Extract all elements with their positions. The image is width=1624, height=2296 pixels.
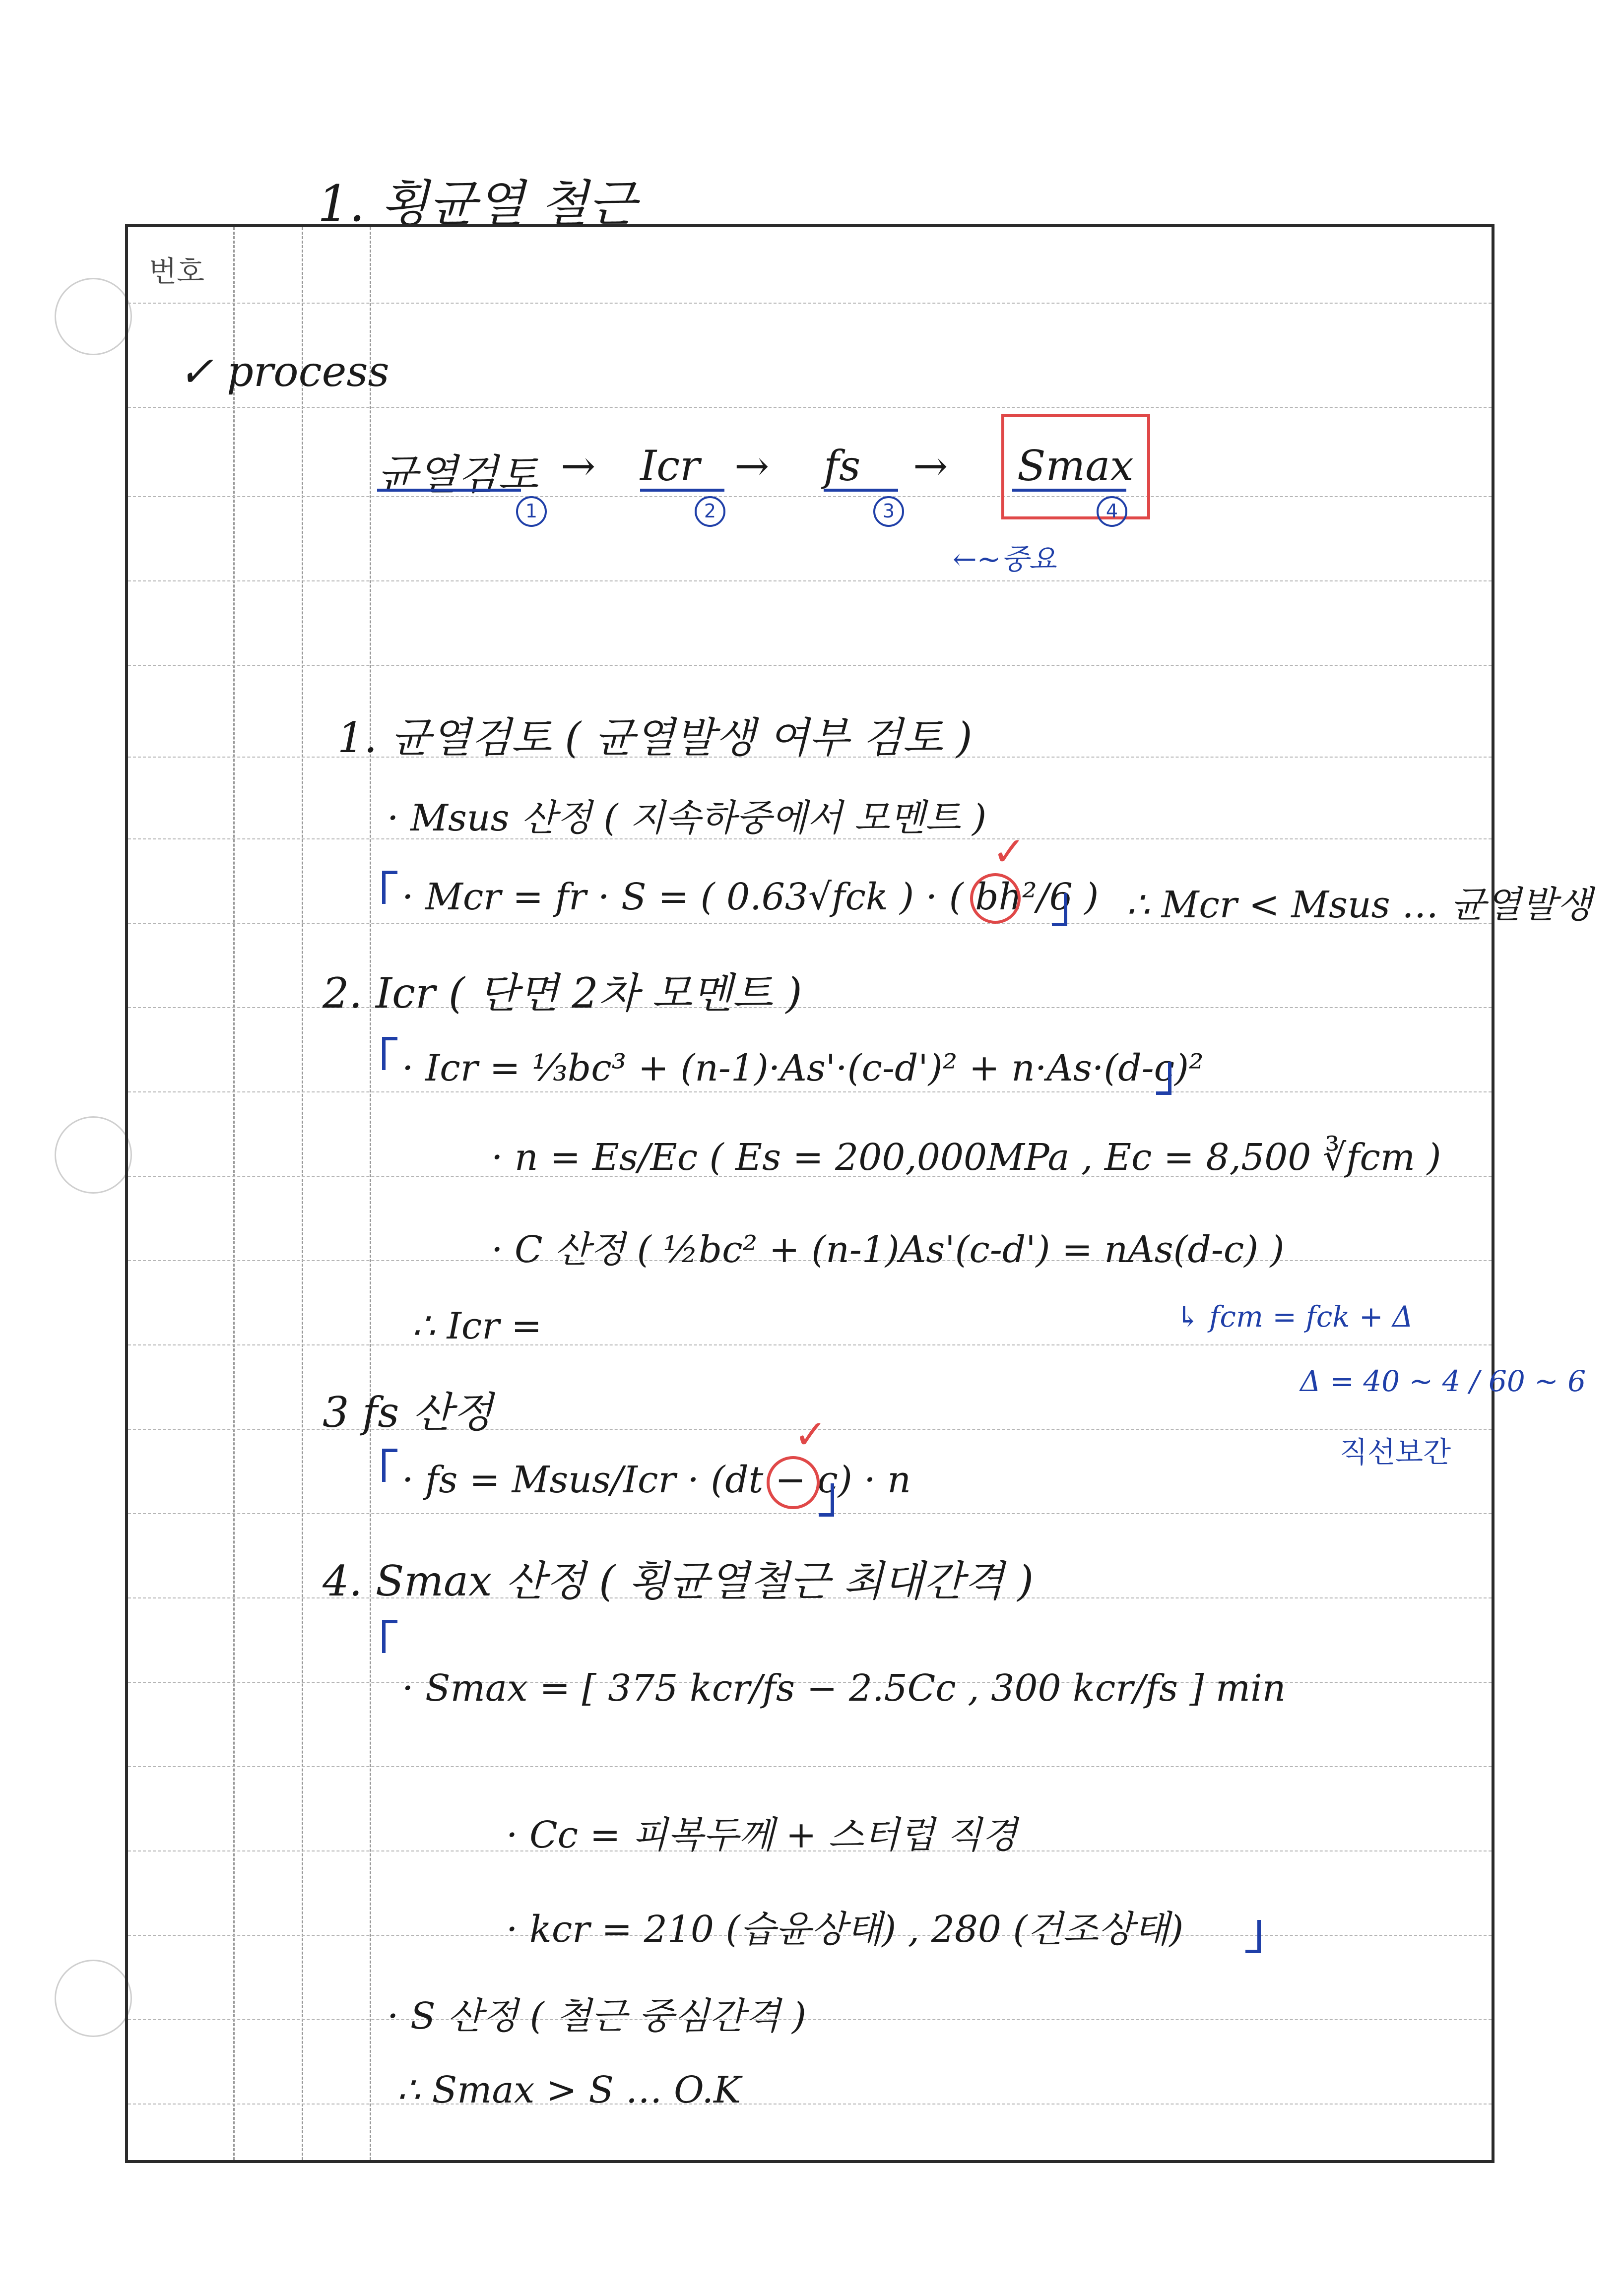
flow-step-4-underline <box>1012 489 1126 492</box>
section-3-heading: 3 fs 산정 <box>323 1388 493 1437</box>
n-formula: · n = Es/Ec ( Es = 200,000MPa , Ec = 8,500 ∛fcm ) <box>491 1136 1441 1179</box>
icr-formula: · Icr = ⅓bc³ + (n-1)·As'·(c-d')² + n·As·(d-c)² <box>402 1047 1204 1089</box>
binder-hole-bottom <box>55 1960 132 2037</box>
box-open-mcr <box>382 871 397 904</box>
msus-line: · Msus 산정 ( 지속하중에서 모멘트 ) <box>387 797 987 839</box>
fcm-note: ↳ fcm = fck + Δ <box>1176 1300 1413 1334</box>
margin-line-1 <box>233 227 235 2160</box>
box-close-smax <box>1245 1920 1261 1953</box>
flow-num-2: 2 <box>695 496 725 527</box>
s-line: · S 산정 ( 철근 중심간격 ) <box>387 1995 806 2038</box>
box-close-mcr <box>1052 893 1067 926</box>
icr-result: ∴ Icr = <box>412 1305 542 1347</box>
flow-step-3: fs <box>824 442 861 490</box>
interpolation-note: 직선보간 <box>1340 1435 1451 1469</box>
process-heading: ✓ process <box>179 347 390 396</box>
red-check-mark-2: ✓ <box>794 1411 828 1458</box>
section-4-heading: 4. Smax 산정 ( 횡균열철근 최대간격 ) <box>323 1557 1034 1605</box>
delta-note: Δ = 40 ~ 4 / 60 ~ 6 <box>1300 1364 1586 1398</box>
flow-arrow-3: → <box>913 442 948 490</box>
n-highlight-circle <box>767 1456 820 1509</box>
box-open-icr <box>382 1037 397 1070</box>
flow-arrow-2: → <box>734 442 770 490</box>
section-1-heading: 1. 균열검토 ( 균열발생 여부 검토 ) <box>337 713 973 762</box>
flow-step-3-underline <box>824 489 898 492</box>
flow-step-2-underline <box>640 489 724 492</box>
cc-line: · Cc = 피복두께 + 스터럽 직경 <box>506 1814 1018 1856</box>
number-label: 번호 <box>149 255 205 288</box>
flow-step-1-underline <box>377 489 521 492</box>
important-note: ←~중요 <box>953 542 1057 576</box>
box-close-icr <box>1156 1062 1171 1095</box>
red-check-mark: ✓ <box>992 829 1026 875</box>
smax-result: ∴ Smax > S … O.K <box>397 2069 741 2111</box>
margin-line-2 <box>302 227 303 2160</box>
flow-step-1: 균열검토 <box>377 450 538 499</box>
flow-step-2: Icr <box>640 442 700 490</box>
notebook-frame <box>125 224 1494 2163</box>
mcr-result: ∴ Mcr < Msus … 균열발생 <box>1126 884 1592 926</box>
box-open-smax <box>382 1620 397 1653</box>
binder-hole-middle <box>55 1116 132 1194</box>
margin-line-3 <box>370 227 371 2160</box>
box-open-fs <box>382 1449 397 1482</box>
flow-num-1: 1 <box>516 496 547 527</box>
binder-hole-top <box>55 278 132 355</box>
fs-formula: · fs = Msus/Icr · (dt − c) · n <box>402 1459 911 1501</box>
box-close-fs <box>819 1483 834 1517</box>
kcr-line: · kcr = 210 (습윤상태) , 280 (건조상태) <box>506 1908 1184 1951</box>
flow-step-4: Smax <box>1017 442 1134 490</box>
flow-num-3: 3 <box>873 496 904 527</box>
page-title: 1. 횡균열 철근 <box>318 175 636 233</box>
bh-highlight-circle <box>970 873 1021 924</box>
flow-num-4: 4 <box>1097 496 1127 527</box>
section-2-heading: 2. Icr ( 단면 2차 모멘트 ) <box>323 969 802 1018</box>
mcr-formula: · Mcr = fr · S = ( 0.63√fck ) · ( bh²/6 ) <box>402 876 1099 918</box>
smax-formula: · Smax = [ 375 kcr/fs − 2.5Cc , 300 kcr/fs ] min <box>402 1667 1286 1710</box>
c-formula: · C 산정 ( ½bc² + (n-1)As'(c-d') = nAs(d-c) ) <box>491 1228 1285 1271</box>
flow-arrow-1: → <box>561 442 596 490</box>
